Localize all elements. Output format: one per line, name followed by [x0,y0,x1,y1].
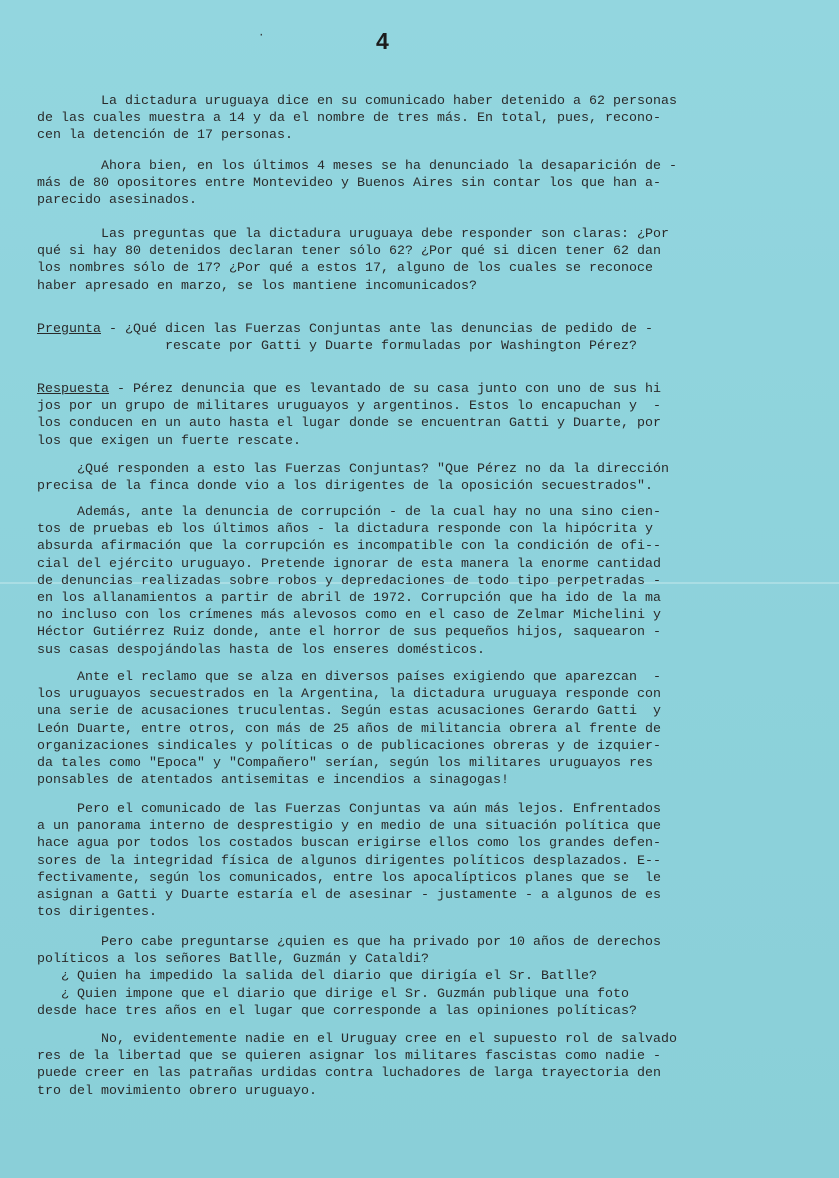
paragraph-9 [37,1030,677,1099]
paragraph-5 [37,503,661,658]
paragraph-line: organizaciones sindicales y políticas o de publicaciones obreras y de izquier- [37,737,661,753]
paragraph-line: ¿ Quien impone que el diario que dirige el Sr. Guzmán publique una foto [37,985,629,1001]
paragraph-line: hace agua por todos los costados buscan erigirse ellos como los grandes defen- [37,835,661,851]
paragraph-line: haber apresado en marzo, se los mantiene incomunicados? [37,277,477,293]
answer-line: jos por un grupo de militares uruguayos y argentinos. Estos lo encapuchan y - [37,398,661,414]
paragraph-line: puede creer en las patrañas urdidas contra luchadores de larga trayectoria den [37,1065,661,1081]
ink-dot: · [258,30,265,42]
question-line: - ¿Qué dicen las Fuerzas Conjuntas ante las denuncias de pedido de - [101,321,653,336]
paragraph-line: Ahora bien, en los últimos 4 meses se ha denunciado la desaparición de - [101,158,677,173]
paragraph-line: La dictadura uruguaya dice en su comunicado haber detenido a 62 personas [101,93,677,108]
answer-section [37,380,661,449]
paragraph-line: sores de la integridad física de algunos dirigentes políticos desplazados. E-- [37,852,661,868]
paragraph-line: Además, ante la denuncia de corrupción - de la cual hay no una sino cien- [77,504,661,519]
answer-line: los que exigen un fuerte rescate. [37,432,301,448]
paragraph-line: de las cuales muestra a 14 y da el nombre de tres más. En total, pues, recono- [37,110,661,126]
paragraph-line: precisa de la finca donde vio a los dirigentes de la oposición secuestrados". [37,478,653,494]
paragraph-line: Pero el comunicado de las Fuerzas Conjuntas va aún más lejos. Enfrentados [77,801,661,816]
paragraph-1 [37,92,677,144]
paragraph-3 [37,225,669,294]
paragraph-line: da tales como "Epoca" y "Compañero" serían, según los militares uruguayos res [37,755,653,771]
paragraph-line: res de la libertad que se quieren asignar los militares fascistas como nadie - [37,1048,661,1064]
paragraph-8 [37,933,661,1019]
paragraph-line: Las preguntas que la dictadura uruguaya debe responder son claras: ¿Por [101,226,669,241]
paragraph-line: políticos a los señores Batlle, Guzmán y Cataldi? [37,951,429,967]
paragraph-7 [37,800,661,920]
paragraph-line: qué si hay 80 detenidos declaran tener sólo 62? ¿Por qué si dicen tener 62 dan [37,243,661,259]
page-number: 4 [376,28,389,54]
paragraph-line: ponsables de atentados antisemitas e incendios a sinagogas! [37,772,509,788]
paragraph-line: Héctor Gutiérrez Ruiz donde, ante el horror de sus pequeños hijos, saquearon - [37,624,661,640]
paragraph-line: parecido asesinados. [37,192,197,208]
paragraph-line: no incluso con los crímenes más alevosos como en el caso de Zelmar Michelini y [37,607,661,623]
paragraph-line: en los allanamientos a partir de abril de 1972. Corrupción que ha ido de la ma [37,590,661,606]
paragraph-4 [37,460,669,494]
answer-label: Respuesta [37,381,109,396]
question-section [37,320,653,354]
paragraph-line: tos dirigentes. [37,904,157,920]
paragraph-line: absurda afirmación que la corrupción es incompatible con la condición de ofi-- [37,538,661,554]
paragraph-line: tos de pruebas eb los últimos años - la dictadura responde con la hipócrita y [37,521,653,537]
paragraph-line: de denuncias realizadas sobre robos y depredaciones de todo tipo perpetradas - [37,572,661,588]
paragraph-line: cial del ejército uruguayo. Pretende ignorar de esta manera la enorme cantidad [37,555,661,571]
paragraph-line: los nombres sólo de 17? ¿Por qué a estos 17, alguno de los cuales se reconoce [37,260,653,276]
paragraph-line: los uruguayos secuestrados en la Argentina, la dictadura uruguaya responde con [37,686,661,702]
paragraph-line: ¿ Quien ha impedido la salida del diario que dirigía el Sr. Batlle? [37,968,597,984]
paragraph-2 [37,157,677,209]
paragraph-line: fectivamente, según los comunicados, entre los apocalípticos planes que se le [37,869,661,885]
paragraph-line: Pero cabe preguntarse ¿quien es que ha privado por 10 años de derechos [101,934,661,949]
paragraph-line: asignan a Gatti y Duarte estaría el de asesinar - justamente - a algunos de es [37,887,661,903]
question-label: Pregunta [37,321,101,336]
paragraph-line: a un panorama interno de desprestigio y en medio de una situación política que [37,818,661,834]
paragraph-line: cen la detención de 17 personas. [37,127,293,143]
question-line: rescate por Gatti y Duarte formuladas por Washington Pérez? [165,338,637,354]
paragraph-line: No, evidentemente nadie en el Uruguay cree en el supuesto rol de salvado [101,1031,677,1046]
paragraph-line: desde hace tres años en el lugar que corresponde a las opiniones políticas? [37,1002,637,1018]
paragraph-line: ¿Qué responden a esto las Fuerzas Conjuntas? "Que Pérez no da la dirección [77,461,669,476]
paragraph-line: León Duarte, entre otros, con más de 25 años de militancia obrera al frente de [37,720,661,736]
paragraph-line: más de 80 opositores entre Montevideo y Buenos Aires sin contar los que han a- [37,175,661,191]
answer-line: los conducen en un auto hasta el lugar donde se encuentran Gatti y Duarte, por [37,415,661,431]
paragraph-line: Ante el reclamo que se alza en diversos países exigiendo que aparezcan - [77,669,661,684]
paragraph-6 [37,668,661,788]
paragraph-line: una serie de acusaciones truculentas. Según estas acusaciones Gerardo Gatti y [37,703,661,719]
answer-line: - Pérez denuncia que es levantado de su casa junto con uno de sus hi [109,381,661,396]
paragraph-line: tro del movimiento obrero uruguayo. [37,1082,317,1098]
paragraph-line: sus casas despojándolas hasta de los enseres domésticos. [37,641,485,657]
